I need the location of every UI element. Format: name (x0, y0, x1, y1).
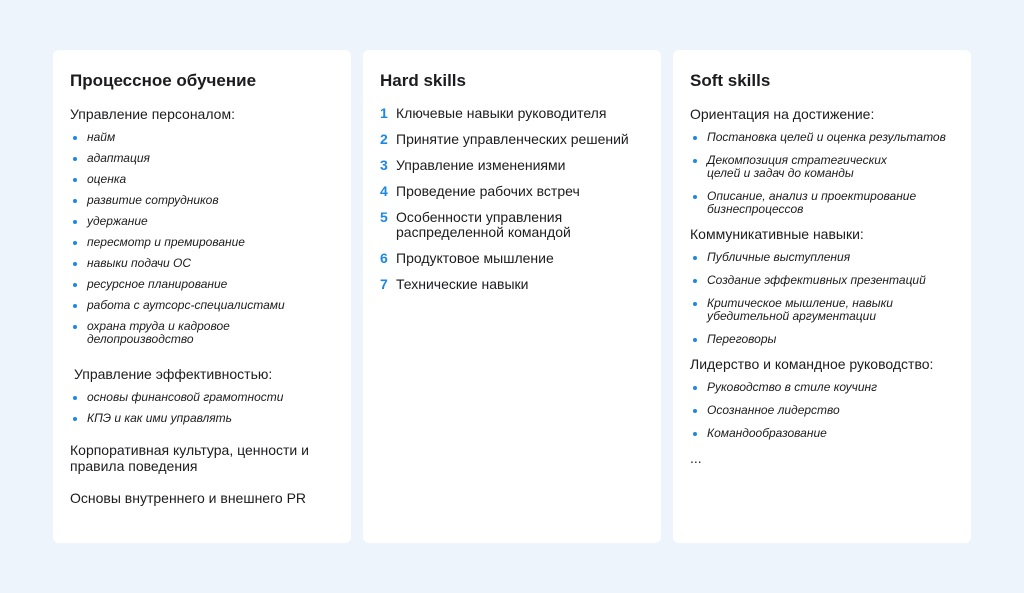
list-item: основы финансовой грамотности (70, 391, 333, 404)
list-item: пересмотр и премирование (70, 236, 333, 249)
list-item: развитие сотрудников (70, 194, 333, 207)
culture-text: Корпоративная культура, ценности и правила поведения (70, 442, 309, 474)
communication-list (690, 251, 953, 346)
list-item (380, 210, 586, 240)
eff-list (70, 391, 333, 425)
ellipsis-text: ... (690, 450, 702, 466)
list-item: адаптация (70, 152, 333, 165)
list-item: удержание (70, 215, 333, 228)
list-item: Постановка целей и оценка результатов (690, 131, 953, 144)
leadership-list (690, 381, 953, 440)
item-text: Ключевые навыки руководителя (396, 105, 607, 121)
achievement-heading: Ориентация на достижение: (690, 106, 875, 122)
list-item: найм (70, 131, 333, 144)
list-item: оценка (70, 173, 333, 186)
list-item (380, 184, 643, 199)
list-item: Декомпозиция стратегических целей и задач до команды (690, 154, 922, 180)
item-text: Продуктовое мышление (396, 250, 554, 266)
item-text: Особенности управления распределенной командой (396, 209, 571, 240)
item-number: 6 (380, 250, 388, 266)
list-item: Публичные выступления (690, 251, 953, 264)
achievement-list (690, 131, 953, 216)
list-item: ресурсное планирование (70, 278, 333, 291)
item-number: 4 (380, 183, 388, 199)
list-item: охрана труда и кадровое делопроизводство (70, 320, 262, 346)
item-text: Проведение рабочих встреч (396, 183, 580, 199)
item-text: Управление изменениями (396, 157, 566, 173)
hr-heading: Управление персоналом: (70, 106, 235, 122)
soft-skills-card (673, 50, 971, 543)
item-text: Принятие управленческих решений (396, 131, 629, 147)
hard-skills-list (380, 106, 643, 292)
leadership-heading: Лидерство и командное руководство: (690, 356, 934, 372)
card-title: Hard skills (380, 71, 466, 90)
communication-heading: Коммуникативные навыки: (690, 226, 864, 242)
hr-list (70, 131, 333, 346)
item-text: Технические навыки (396, 276, 529, 292)
list-item: Описание, анализ и проектирование бизнеспроцессов (690, 190, 952, 216)
list-item: Руководство в стиле коучинг (690, 381, 953, 394)
list-item: Переговоры (690, 333, 953, 346)
item-number: 5 (380, 209, 388, 225)
list-item (380, 158, 643, 173)
list-item (380, 251, 643, 266)
pr-text: Основы внутреннего и внешнего PR (70, 490, 307, 506)
list-item: навыки подачи ОС (70, 257, 333, 270)
card-title: Soft skills (690, 71, 771, 90)
list-item: Критическое мышление, навыки убедительной аргументации (690, 297, 907, 323)
list-item: Осознанное лидерство (690, 404, 953, 417)
process-learning-card (53, 50, 351, 543)
list-item (380, 106, 643, 121)
list-item: работа с аутсорс-специалистами (70, 299, 333, 312)
list-item: КПЭ и как ими управлять (70, 412, 333, 425)
list-item: Командообразование (690, 427, 953, 440)
item-number: 2 (380, 131, 388, 147)
item-number: 7 (380, 276, 388, 292)
item-number: 3 (380, 157, 388, 173)
list-item (380, 277, 643, 292)
list-item (380, 132, 643, 147)
card-title: Процессное обучение (70, 71, 257, 90)
hard-skills-card (363, 50, 661, 543)
eff-heading: Управление эффективностью: (74, 366, 273, 382)
item-number: 1 (380, 105, 388, 121)
list-item: Создание эффективных презентаций (690, 274, 953, 287)
